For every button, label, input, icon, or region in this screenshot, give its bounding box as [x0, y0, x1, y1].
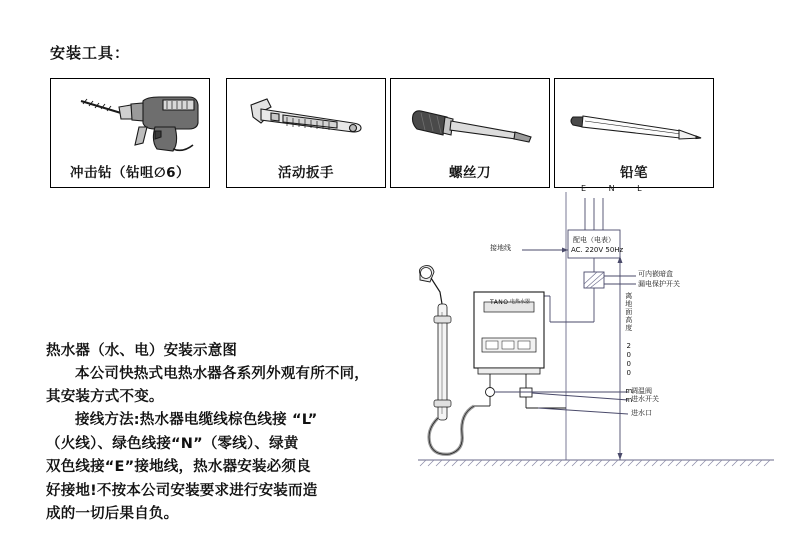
tool-card-impact-drill [50, 78, 210, 188]
power-box-label-line1: 配电（电表） [573, 236, 615, 244]
impact-drill-icon [51, 83, 209, 155]
description-para-2-line-1: 接线方法:热水器电缆线棕色线接 “L” [75, 412, 318, 429]
description-para-2-line-5: 成的一切后果自负。 [46, 506, 179, 523]
installation-diagram [398, 184, 784, 492]
tool-label-screwdriver: 螺丝刀 [449, 165, 491, 181]
tool-label-impact-drill: 冲击钻（钻咀∅6） [70, 165, 190, 181]
height-value-label: 2000 mm [624, 342, 633, 405]
tool-card-pencil [554, 78, 714, 188]
adjustable-wrench-icon [227, 83, 385, 155]
height-label: 离地面高度 [624, 292, 633, 332]
description-para-2-line-2: （火线）、绿色线接“N”（零线）、绿黄 [46, 435, 299, 452]
screwdriver-icon [391, 83, 549, 155]
heater-model-label: 电热水器 [510, 299, 531, 305]
power-box-label-line2: AC. 220V 50Hz [571, 246, 624, 254]
description-para-2-line-3: 双色线接“E”接地线，热水器安装必须良 [46, 459, 311, 476]
tool-card-adjustable-wrench [226, 78, 386, 188]
tool-card-screwdriver [390, 78, 550, 188]
tool-label-adjustable-wrench: 活动扳手 [278, 165, 334, 181]
tool-label-pencil: 铅笔 [620, 165, 648, 181]
tools-section-title: 安装工具： [50, 44, 131, 62]
concealed-box-label: 可内嵌暗盒 [638, 270, 673, 278]
installation-description [46, 340, 376, 527]
description-para-1: 本公司快热式电热水器各系列外观有所不同，其安装方式不变。 [46, 366, 369, 405]
terminal-letters-label: E N L [581, 184, 652, 193]
ground-wire-label: 接地线 [490, 244, 511, 252]
water-switch-label: 进水开关 [631, 395, 659, 403]
description-heading: 热水器（水、电）安装示意图 [46, 343, 238, 359]
heater-brand-label: TANO [490, 299, 509, 306]
description-para-2-line-4: 好接地!不按本公司安装要求进行安装而造 [46, 482, 318, 499]
temp-valve-label: 调温阀 [631, 387, 652, 395]
pencil-icon [555, 83, 713, 155]
water-inlet-label: 进水口 [631, 409, 652, 417]
leakage-switch-label: 漏电保护开关 [638, 280, 680, 288]
